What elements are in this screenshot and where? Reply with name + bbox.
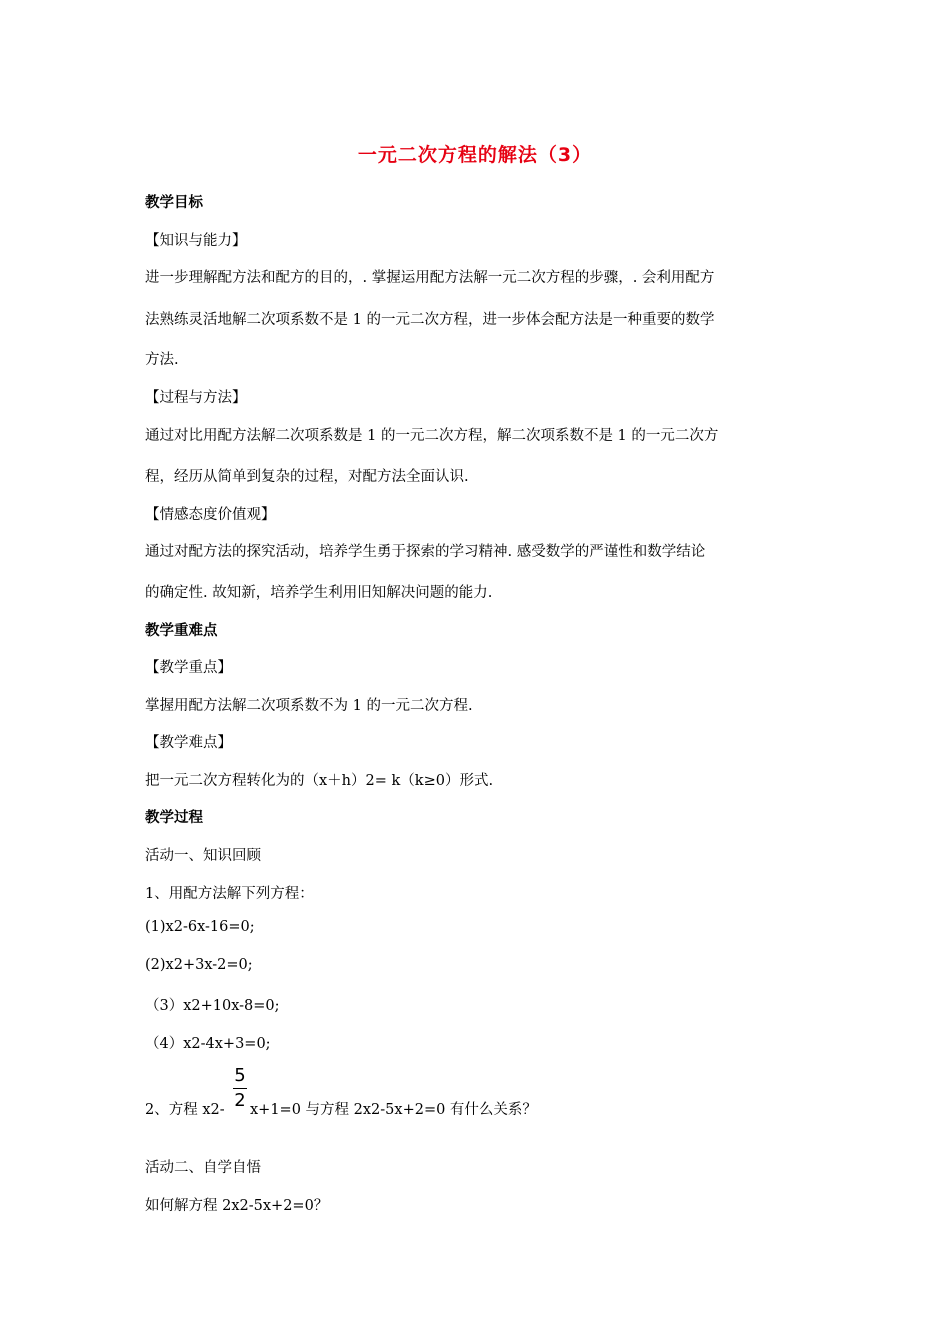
goals-heading: 教学目标 <box>145 195 203 211</box>
question-2-suffix: x+1=0 与方程 2x2-5x+2=0 有什么关系？ <box>250 1102 537 1118</box>
equation-1: (1)x2-6x-16=0; <box>145 919 255 935</box>
activity-2: 活动二、自学自悟 <box>145 1160 261 1176</box>
focus-text: 掌握用配方法解二次项系数不为 1 的一元二次方程. <box>145 698 473 714</box>
process-heading: 教学过程 <box>145 810 203 826</box>
question-2-prefix: 2、方程 x2- <box>145 1102 225 1118</box>
focus-label: 【教学重点】 <box>145 660 232 676</box>
process-line-2: 程，经历从简单到复杂的过程，对配方法全面认识. <box>145 469 469 485</box>
fraction-numerator: 5 <box>234 1065 246 1086</box>
equation-4: （4）x2-4x+3=0; <box>145 1036 271 1052</box>
difficulty-text: 把一元二次方程转化为的（x＋h）2= k（k≥0）形式. <box>145 773 494 789</box>
question-3: 如何解方程 2x2-5x+2=0？ <box>145 1198 329 1214</box>
fraction-five-halves <box>233 1066 247 1111</box>
emotion-line-1: 通过对配方法的探究活动，培养学生勇于探索的学习精神. 感受数学的严谨性和数学结论 <box>145 544 706 560</box>
equation-3: （3）x2+10x-8=0; <box>145 998 280 1014</box>
process-line-1: 通过对比用配方法解二次项系数是 1 的一元二次方程，解二次项系数不是 1 的一元二次方 <box>145 428 719 444</box>
emotion-line-2: 的确定性. 故知新，培养学生利用旧知解决问题的能力. <box>145 585 493 601</box>
question-1: 1、用配方法解下列方程： <box>145 886 314 902</box>
difficulty-label: 【教学难点】 <box>145 735 232 751</box>
document-title: 一元二次方程的解法（3） <box>357 144 593 166</box>
key-difficulty-heading: 教学重难点 <box>145 623 218 639</box>
process-label: 【过程与方法】 <box>145 390 247 406</box>
fraction-bar <box>233 1088 247 1089</box>
activity-1: 活动一、知识回顾 <box>145 848 261 864</box>
fraction-denominator: 2 <box>234 1090 246 1111</box>
equation-2: (2)x2+3x-2=0; <box>145 957 253 973</box>
knowledge-label: 【知识与能力】 <box>145 233 247 249</box>
knowledge-line-2: 法熟练灵活地解二次项系数不是 1 的一元二次方程，进一步体会配方法是一种重要的数学 <box>145 312 715 328</box>
knowledge-line-3: 方法. <box>145 352 179 368</box>
knowledge-line-1: 进一步理解配方法和配方的目的，. 掌握运用配方法解一元二次方程的步骤，. 会利用配方 <box>145 270 715 286</box>
emotion-label: 【情感态度价值观】 <box>145 507 276 523</box>
